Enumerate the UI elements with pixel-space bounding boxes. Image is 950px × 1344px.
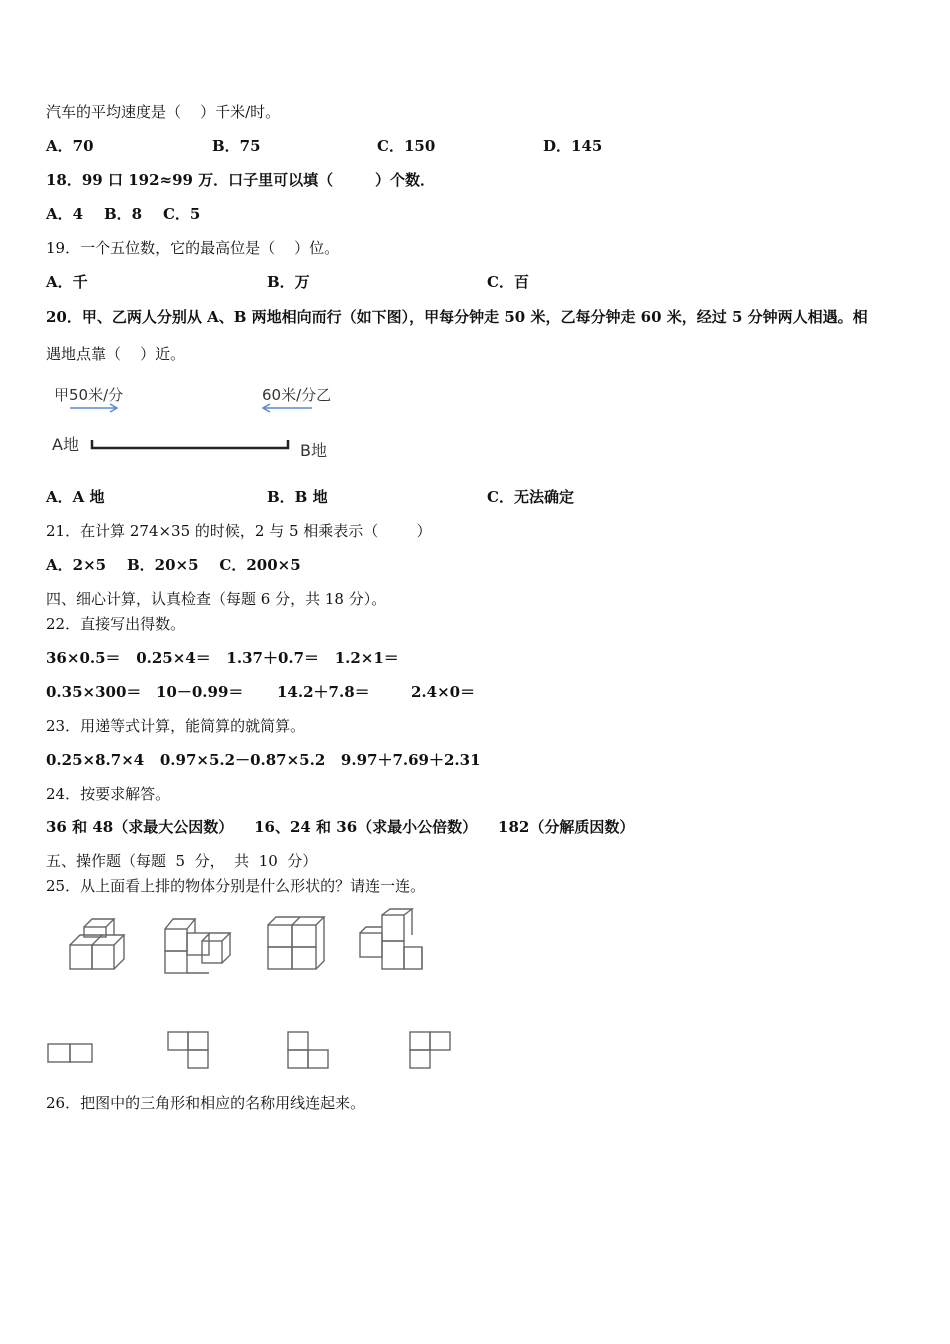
q20-stem-line2: 遇地点靠（ ）近。: [46, 345, 186, 363]
q21-stem: 21．在计算 274×35 的时候，2 与 5 相乘表示（ ）: [46, 522, 432, 540]
q17-option-c: C．150: [377, 137, 436, 155]
q25-solid-1: [70, 919, 124, 969]
q25-stem: 25．从上面看上排的物体分别是什么形状的？请连一连。: [46, 877, 426, 895]
q20-point-b: B地: [300, 441, 327, 460]
q22-row2-item1: 0.35×300＝: [46, 683, 142, 701]
q19-option-a: A．千: [46, 273, 88, 291]
q25-view-3: [288, 1032, 328, 1068]
q22-row2-item4: 2.4×0＝: [411, 683, 476, 701]
q20-option-c: C．无法确定: [487, 488, 574, 506]
q19-option-c: C．百: [487, 273, 529, 291]
q25-view-2: [168, 1032, 208, 1068]
q20-option-b: B．B 地: [267, 488, 328, 506]
q22-stem: 22．直接写出得数。: [46, 615, 186, 633]
q26-stem: 26．把图中的三角形和相应的名称用线连起来。: [46, 1094, 366, 1112]
q25-solid-3: [268, 917, 324, 969]
q17-option-a: A．70: [46, 137, 94, 155]
q23-stem: 23．用递等式计算，能简算的就简算。: [46, 717, 306, 735]
q17-stem: 汽车的平均速度是（ ）千米/时。: [46, 103, 281, 121]
q23-row: 0.25×8.7×4 0.97×5.2－0.87×5.2 9.97＋7.69＋2.31: [46, 751, 481, 769]
q20-label-yi: 60米/分乙: [262, 386, 332, 404]
q21-options: A．2×5 B．20×5 C．200×5: [46, 556, 301, 574]
q22-row2-item3: 14.2＋7.8＝: [277, 683, 370, 701]
q18-options: A．4 B．8 C．5: [46, 205, 201, 223]
q20-label-jia: 甲50米/分: [54, 386, 124, 404]
q22-row1: 36×0.5＝ 0.25×4＝ 1.37＋0.7＝ 1.2×1＝: [46, 649, 399, 667]
section4-title: 四、细心计算，认真检查（每题 6 分，共 18 分）。: [46, 590, 387, 608]
q19-stem: 19．一个五位数，它的最高位是（ ）位。: [46, 239, 340, 257]
q19-option-b: B．万: [267, 273, 310, 291]
q20-diagram: [40, 378, 340, 468]
q25-solid-2: [165, 919, 230, 973]
q18-stem: 18．99 口 192≈99 万．口子里可以填（ ）个数．: [46, 171, 435, 189]
q20-stem-line1: 20．甲、乙两人分别从 A、B 两地相向而行（如下图），甲每分钟走 50 米，乙每分钟走 60 米，经过 5 分钟两人相遇。相: [46, 308, 868, 326]
q24-stem: 24．按要求解答。: [46, 785, 171, 803]
q25-solid-figures: [60, 905, 440, 980]
q25-view-1: [48, 1044, 92, 1062]
q25-solid-4: [360, 909, 422, 969]
section5-title: 五、操作题（每题 5 分， 共 10 分）: [46, 852, 318, 870]
q25-top-views: [44, 1028, 464, 1078]
q20-road-segment: [92, 440, 288, 448]
q20-point-a: A地: [52, 435, 79, 454]
q17-option-d: D．145: [543, 137, 603, 155]
q22-row2-item2: 10－0.99＝: [156, 683, 244, 701]
q25-view-4: [410, 1032, 450, 1068]
q20-option-a: A．A 地: [46, 488, 105, 506]
q17-option-b: B．75: [212, 137, 261, 155]
q24-row: 36 和 48（求最大公因数） 16、24 和 36（求最小公倍数） 182（分解质因数）: [46, 818, 635, 836]
